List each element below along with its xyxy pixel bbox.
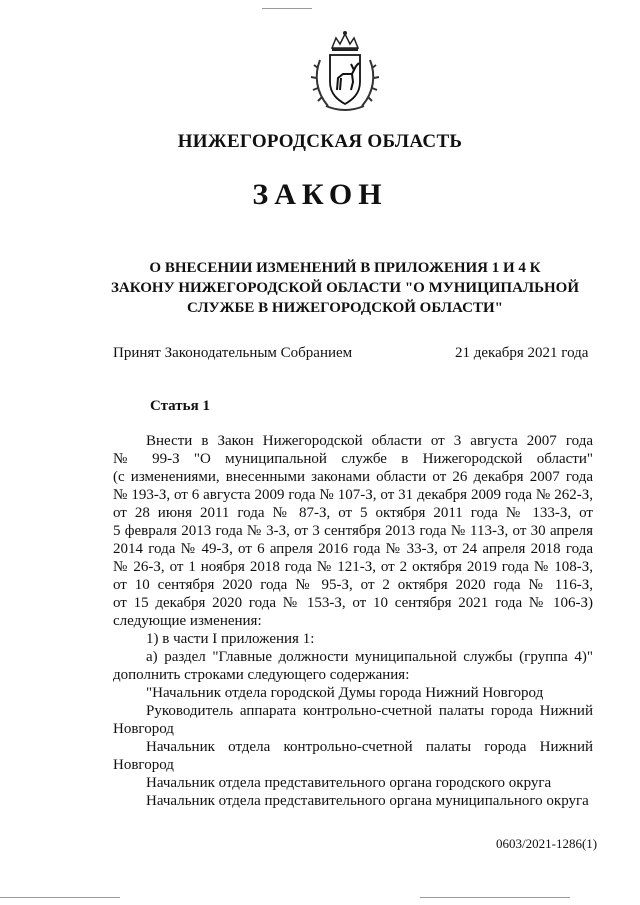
body-line: от 28 июня 2011 года № 87-З, от 5 октября 2011 года № 133-З, от — [113, 505, 593, 521]
article-title: Статья 1 — [150, 398, 210, 414]
region-title: НИЖЕГОРОДСКАЯ ОБЛАСТЬ — [177, 131, 463, 152]
body-line: от 15 декабря 2020 года № 153-З, от 10 сентября 2021 года № 106-З) — [113, 595, 593, 611]
body-line: дополнить строками следующего содержания: — [113, 667, 410, 683]
adoption-date: 21 декабря 2021 года — [455, 345, 589, 361]
body-line: следующие изменения: — [113, 613, 262, 629]
body-line: Новгород — [113, 757, 174, 773]
subject-line: О ВНЕСЕНИИ ИЗМЕНЕНИЙ В ПРИЛОЖЕНИЯ 1 И 4 К — [149, 260, 541, 276]
subject-line: ЗАКОНУ НИЖЕГОРОДСКОЙ ОБЛАСТИ "О МУНИЦИПАЛЬНОЙ — [111, 280, 579, 296]
body-line: Начальник отдела представительного органа муниципального округа — [146, 793, 589, 809]
body-line: № 26-З, от 1 ноября 2018 года № 121-З, от 2 октября 2019 года № 108-З, — [113, 559, 593, 575]
body-line: 2014 года № 49-З, от 6 апреля 2016 года № 33-З, от 24 апреля 2018 года — [113, 541, 593, 557]
law-subject — [110, 258, 580, 318]
body-line: Внести в Закон Нижегородской области от 3 августа 2007 года — [146, 433, 593, 449]
document-number: 0603/2021-1286(1) — [496, 836, 598, 851]
body-line: Новгород — [113, 721, 174, 737]
document-type-title: ЗАКОН — [252, 178, 388, 211]
coat-of-arms-icon — [310, 30, 380, 115]
scan-artifact — [0, 897, 120, 898]
subject-line: СЛУЖБЕ В НИЖЕГОРОДСКОЙ ОБЛАСТИ" — [187, 300, 503, 316]
body-line: от 10 сентября 2020 года № 95-З, от 2 октября 2020 года № 116-З, — [113, 577, 593, 593]
body-line: № 193-З, от 6 августа 2009 года № 107-З, от 31 декабря 2009 года № 262-З, — [113, 487, 593, 503]
body-line: а) раздел "Главные должности муниципальной службы (группа 4)" — [146, 649, 593, 665]
article-body — [113, 432, 593, 810]
scan-artifact — [420, 897, 570, 898]
body-line: Начальник отдела контрольно-счетной палаты города Нижний — [146, 739, 593, 755]
body-line: Руководитель аппарата контрольно-счетной палаты города Нижний — [146, 703, 593, 719]
scan-artifact — [262, 8, 312, 9]
adopted-by: Принят Законодательным Собранием — [113, 345, 353, 361]
body-line: № 99-З "О муниципальной службе в Нижегородской области" — [113, 451, 593, 467]
body-line: (с изменениями, внесенными законами области от 26 декабря 2007 года — [113, 469, 593, 485]
body-line: "Начальник отдела городской Думы города Нижний Новгород — [146, 685, 544, 701]
body-line: 1) в части I приложения 1: — [146, 631, 315, 647]
body-line: 5 февраля 2013 года № 3-З, от 3 сентября 2013 года № 113-З, от 30 апреля — [113, 523, 593, 539]
body-line: Начальник отдела представительного органа городского округа — [146, 775, 552, 791]
